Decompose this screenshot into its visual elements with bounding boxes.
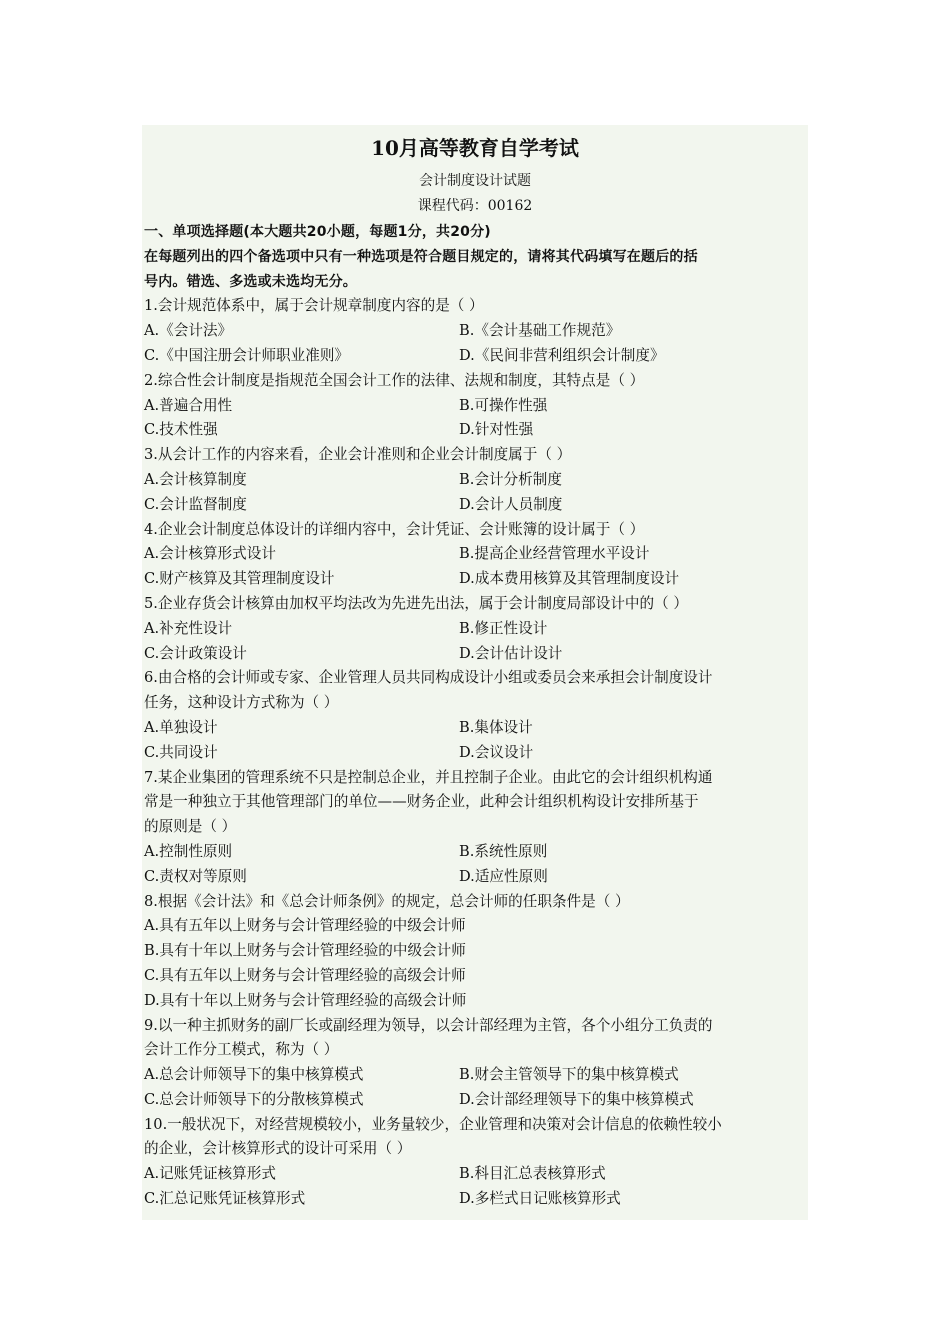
question-stem: 的原则是（ ） [144, 818, 237, 836]
option: A.总会计师领导下的集中核算模式 [144, 1066, 364, 1084]
question-stem: 任务，这种设计方式称为（ ） [144, 694, 339, 712]
option: D.会计部经理领导下的集中核算模式 [459, 1090, 694, 1108]
option-row [144, 394, 806, 419]
option: A.控制性原则 [144, 842, 233, 860]
option-row [144, 840, 806, 865]
option-row [144, 642, 806, 667]
option-row [144, 741, 806, 766]
question [144, 592, 806, 666]
question [144, 294, 806, 368]
option: C.会计政策设计 [144, 644, 247, 662]
exam-subtitle: 会计制度设计试题 [419, 173, 531, 189]
option: C.会计监督制度 [144, 495, 247, 513]
question-stem: 2.综合性会计制度是指规范全国会计工作的法律、法规和制度，其特点是（ ） [144, 371, 645, 389]
option: B.会计分析制度 [459, 470, 562, 488]
question-stem: 6.由合格的会计师或专家、企业管理人员共同构成设计小组或委员会来承担会计制度设计 [144, 669, 713, 687]
question-stem: 8.根据《会计法》和《总会计师条例》的规定，总会计师的任职条件是（ ） [144, 892, 630, 910]
question-stem: 会计工作分工模式，称为（ ） [144, 1041, 339, 1059]
option-row [144, 1187, 806, 1212]
option: B.财会主管领导下的集中核算模式 [459, 1066, 679, 1084]
option-row [144, 468, 806, 493]
section-instruction: 号内。错选、多选或未选均无分。 [144, 273, 357, 290]
question [144, 443, 806, 517]
question [144, 766, 806, 890]
option: C.《中国注册会计师职业准则》 [144, 346, 350, 364]
option: B.《会计基础工作规范》 [459, 322, 621, 340]
option: A.普遍合用性 [144, 396, 233, 414]
option: C.责权对等原则 [144, 867, 247, 885]
section-instruction: 在每题列出的四个备选项中只有一种选项是符合题目规定的，请将其代码填写在题后的括 [144, 248, 698, 265]
option: A.《会计法》 [144, 322, 233, 340]
option: A.记账凭证核算形式 [144, 1165, 276, 1183]
option-row [144, 1063, 806, 1088]
option: B.科目汇总表核算形式 [459, 1165, 606, 1183]
option: C.共同设计 [144, 743, 218, 761]
option: C.总会计师领导下的分散核算模式 [144, 1090, 364, 1108]
option-row [144, 1162, 806, 1187]
question-stem: 7.某企业集团的管理系统不只是控制总企业，并且控制子企业。由此它的会计组织机构通 [144, 768, 713, 786]
document-content [144, 133, 806, 1212]
option-row [144, 865, 806, 890]
option: B.可操作性强 [459, 396, 548, 414]
option-row [144, 493, 806, 518]
question-stem: 1.会计规范体系中，属于会计规章制度内容的是（ ） [144, 297, 484, 315]
option: A.会计核算制度 [144, 470, 247, 488]
option: D.具有十年以上财务与会计管理经验的高级会计师 [144, 991, 467, 1009]
course-code: 课程代码：00162 [417, 198, 533, 214]
option: B.修正性设计 [459, 619, 548, 637]
question-stem: 4.企业会计制度总体设计的详细内容中，会计凭证、会计账簿的设计属于（ ） [144, 520, 645, 538]
option: B.具有十年以上财务与会计管理经验的中级会计师 [144, 942, 466, 960]
question [144, 1014, 806, 1113]
question [144, 1113, 806, 1212]
option: D.会议设计 [459, 743, 534, 761]
option: D.针对性强 [459, 421, 534, 439]
question-stem: 5.企业存货会计核算由加权平均法改为先进先出法，属于会计制度局部设计中的（ ） [144, 594, 688, 612]
section-heading: 一、单项选择题(本大题共20小题，每题1分，共20分) [144, 224, 491, 240]
option: C.汇总记账凭证核算形式 [144, 1190, 306, 1208]
option-row [144, 716, 806, 741]
question [144, 518, 806, 592]
option: A.会计核算形式设计 [144, 545, 276, 563]
question-stem: 10.一般状况下，对经营规模较小，业务量较少，企业管理和决策对会计信息的依赖性较小 [144, 1115, 722, 1133]
option: B.系统性原则 [459, 842, 548, 860]
option: A.单独设计 [144, 718, 218, 736]
option: D.《民间非营利组织会计制度》 [459, 346, 665, 364]
option-row [144, 418, 806, 443]
question [144, 369, 806, 443]
option: D.会计估计设计 [459, 644, 563, 662]
question-stem: 3.从会计工作的内容来看，企业会计准则和企业会计制度属于（ ） [144, 446, 572, 464]
question [144, 666, 806, 765]
exam-title: 10月高等教育自学考试 [371, 136, 579, 160]
option-row [144, 542, 806, 567]
option: D.成本费用核算及其管理制度设计 [459, 570, 680, 588]
option-row [144, 1088, 806, 1113]
option: B.集体设计 [459, 718, 533, 736]
option: D.多栏式日记账核算形式 [459, 1190, 621, 1208]
question [144, 890, 806, 1014]
option: C.具有五年以上财务与会计管理经验的高级会计师 [144, 966, 466, 984]
question-stem: 的企业，会计核算形式的设计可采用（ ） [144, 1140, 412, 1158]
option-row [144, 344, 806, 369]
option-row [144, 319, 806, 344]
option: B.提高企业经营管理水平设计 [459, 545, 650, 563]
option: C.财产核算及其管理制度设计 [144, 570, 335, 588]
option: A.补充性设计 [144, 619, 233, 637]
option: D.适应性原则 [459, 867, 548, 885]
question-stem: 9.以一种主抓财务的副厂长或副经理为领导，以会计部经理为主管，各个小组分工负责的 [144, 1016, 713, 1034]
question-stem: 常是一种独立于其他管理部门的单位——财务企业，此种会计组织机构设计安排所基于 [144, 793, 699, 811]
option-row [144, 567, 806, 592]
option-row [144, 617, 806, 642]
option: C.技术性强 [144, 421, 218, 439]
option: A.具有五年以上财务与会计管理经验的中级会计师 [144, 917, 466, 935]
option: D.会计人员制度 [459, 495, 563, 513]
